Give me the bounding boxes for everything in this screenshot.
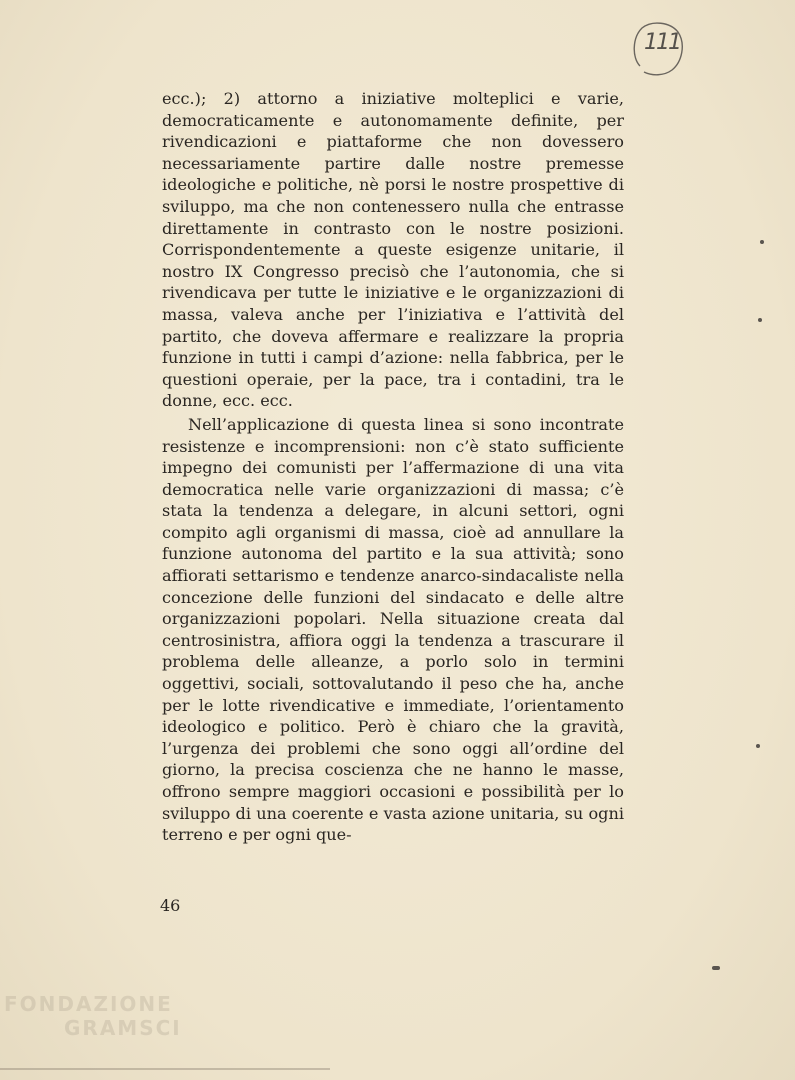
watermark-line-2: GRAMSCI — [64, 1016, 182, 1040]
margin-speck — [756, 744, 760, 748]
margin-speck — [758, 318, 762, 322]
watermark-line-1: FONDAZIONE — [4, 992, 173, 1016]
margin-speck — [712, 966, 720, 970]
archive-number: 111 — [644, 30, 680, 55]
margin-speck — [760, 240, 764, 244]
foundation-watermark — [4, 992, 182, 1040]
body-text — [162, 88, 624, 846]
bottom-edge-rule — [0, 1068, 330, 1070]
page-number: 46 — [160, 896, 181, 915]
paragraph-2: Nell’applicazione di questa linea si sono incontrate resistenze e incomprensioni: non c’è stato sufficiente impegno dei comunisti per l’affermazione di una vita democratica nelle varie organizzazioni di massa; c’è stata la tendenza a delegare, in alcuni settori, ogni compito agli organismi di massa, cioè ad annullare la funzione autonoma del partito e la sua attività; sono affiorati settarismo e tendenze anarco-sindacaliste nella concezione delle funzioni del sindacato e delle altre organizzazioni popolari. Nella situazione creata dal centrosinistra, affiora oggi la tendenza a trascurare il problema delle alleanze, a porlo solo in termini oggettivi, sociali, sottovalutando il peso che ha, anche per le lotte rivendicative e immediate, l’orientamento ideologico e politico. Però è chiaro che la gravità, l’urgenza dei problemi che sono oggi all’ordine del giorno, la precisa coscienza che ne hanno le masse, offrono sempre maggiori occasioni e possibilità per lo sviluppo di una coerente e vasta azione unitaria, su ogni terreno e per ogni que- — [162, 414, 624, 845]
paragraph-1: ecc.); 2) attorno a iniziative molteplici e varie, democraticamente e autonomamente definite, per rivendicazioni e piattaforme che non dovessero necessariamente partire dalle nostre premesse ideologiche e politiche, nè porsi le nostre prospettive di sviluppo, ma che non contenessero nulla che entrasse direttamente in contrasto con le nostre posizioni. Corrispondentemente a queste esigenze unitarie, il nostro IX Congresso precisò che l’autonomia, che si rivendicava per tutte le iniziative e le organizzazioni di massa, valeva anche per l’iniziativa e l’attività del partito, che doveva affermare e realizzare la propria funzione in tutti i campi d’azione: nella fabbrica, per le questioni operaie, per la pace, tra i contadini, tra le donne, ecc. ecc. — [162, 89, 624, 411]
